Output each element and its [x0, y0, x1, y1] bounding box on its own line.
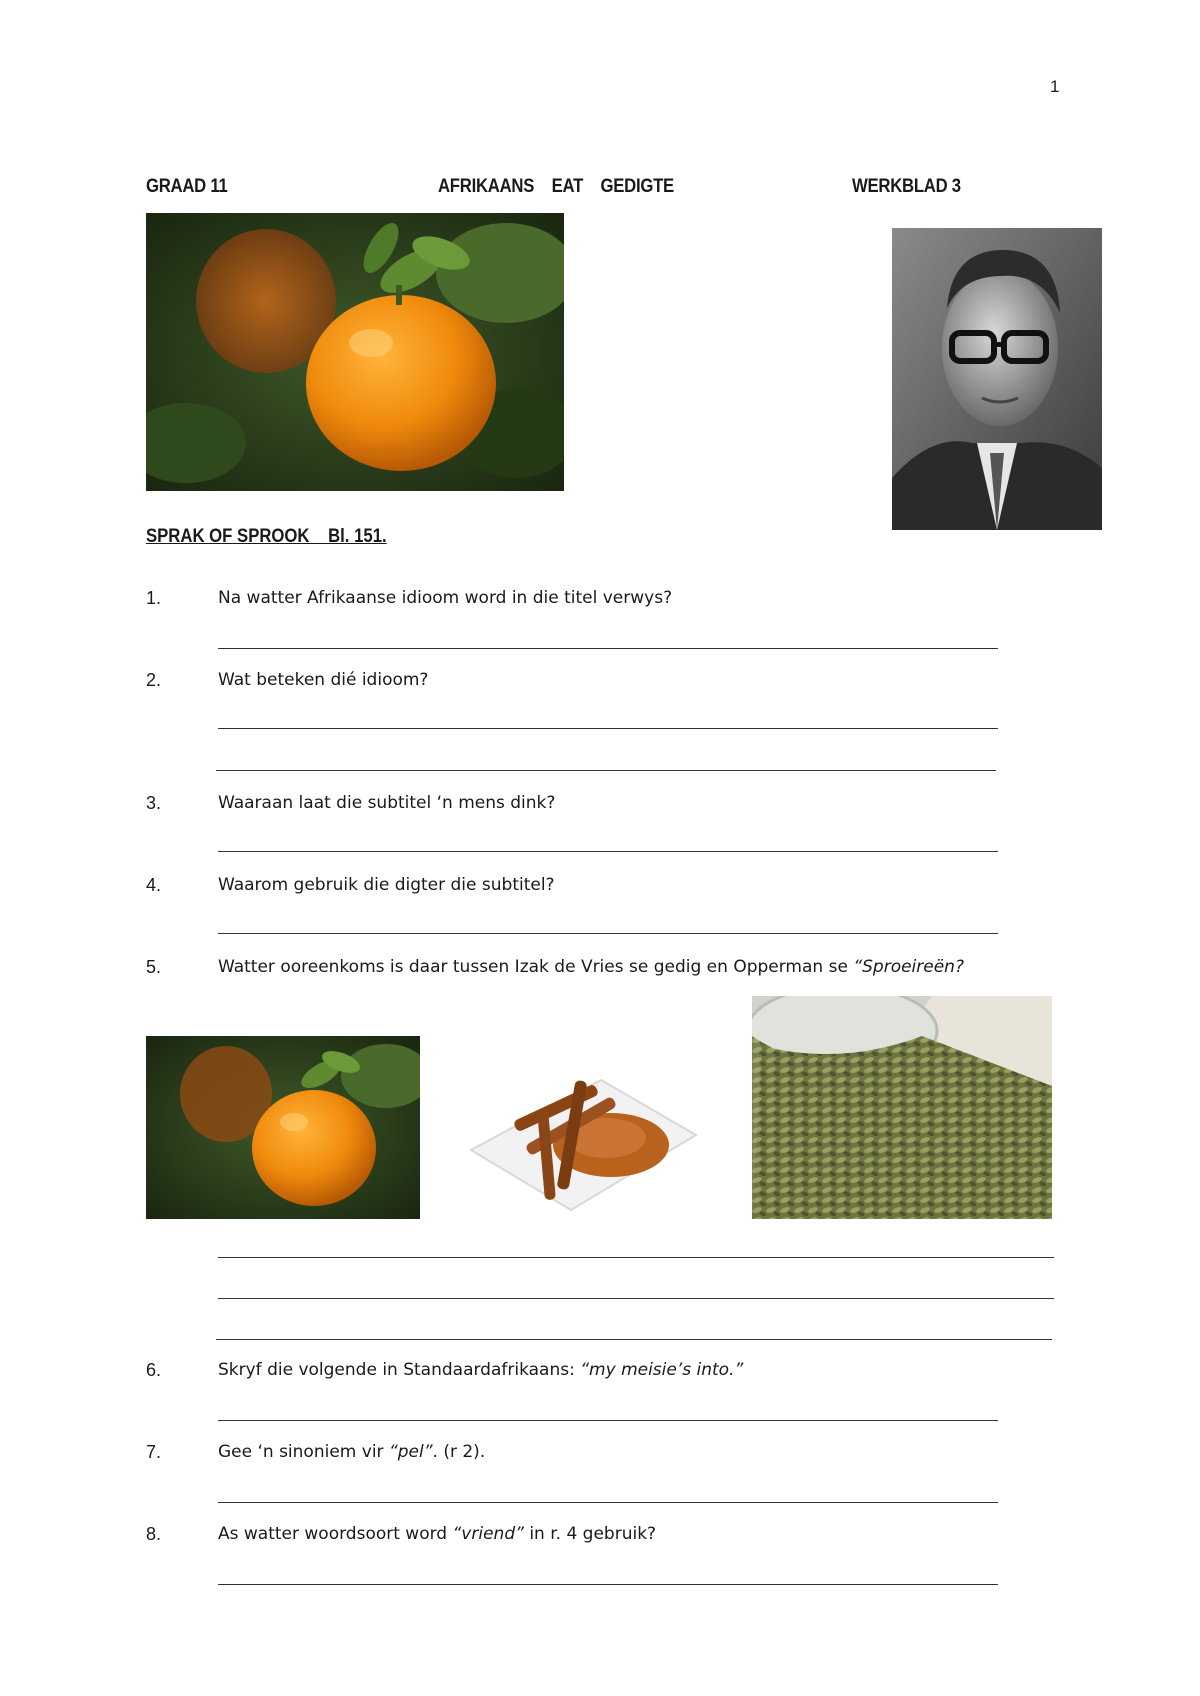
orange-photo	[146, 213, 564, 491]
question-text-plain: Skryf die volgende in Standaardafrikaans:	[218, 1360, 581, 1380]
answer-line[interactable]	[218, 1502, 998, 1503]
question-text-plain: . (r 2).	[432, 1442, 486, 1462]
question-number: 4.	[146, 875, 162, 895]
question-number: 6.	[146, 1360, 162, 1380]
header-subject: AFRIKAANS EAT GEDIGTE	[438, 176, 674, 197]
question-text	[218, 957, 964, 977]
header-worksheet: WERKBLAD 3	[852, 176, 961, 197]
seeds-jar-photo	[752, 996, 1052, 1219]
question-number: 7.	[146, 1442, 162, 1462]
question-text-plain: As watter woordsoort word	[218, 1524, 453, 1544]
question-text-plain: Gee ‘n sinoniem vir	[218, 1442, 389, 1462]
orange-photo-small	[146, 1036, 420, 1219]
question-text: Na watter Afrikaanse idioom word in die titel verwys?	[218, 588, 673, 608]
question-text-emphasis: “Sproeireën?	[853, 957, 964, 977]
page-number: 1	[1050, 77, 1060, 96]
answer-line[interactable]	[218, 1298, 1054, 1299]
answer-line[interactable]	[218, 648, 998, 649]
question-number: 3.	[146, 793, 162, 813]
question-number: 1.	[146, 588, 162, 608]
question-text: Wat beteken dié idioom?	[218, 670, 429, 690]
answer-line[interactable]	[218, 851, 998, 852]
question-text-emphasis: “pel”	[388, 1442, 433, 1462]
question-text-plain: in r. 4 gebruik?	[523, 1524, 657, 1544]
question-text: Waaraan laat die subtitel ‘n mens dink?	[218, 793, 556, 813]
answer-line[interactable]	[218, 1420, 998, 1421]
section-title: SPRAK OF SPROOK Bl. 151.	[146, 526, 387, 547]
question-text	[218, 1360, 743, 1380]
portrait-photo	[892, 228, 1102, 530]
question-text-emphasis: “my meisie’s into.”	[580, 1360, 744, 1380]
answer-line[interactable]	[218, 1584, 998, 1585]
question-text	[218, 1442, 485, 1462]
answer-line[interactable]	[218, 728, 998, 729]
header-grade: GRAAD 11	[146, 176, 228, 197]
question-number: 8.	[146, 1524, 162, 1544]
question-text-plain: Watter ooreenkoms is daar tussen Izak de Vries se gedig en Opperman se	[218, 957, 854, 977]
answer-line[interactable]	[218, 1257, 1054, 1258]
cinnamon-photo	[461, 1040, 701, 1219]
question-number: 2.	[146, 670, 162, 690]
answer-line[interactable]	[216, 1339, 1052, 1340]
answer-line[interactable]	[218, 933, 998, 934]
question-text	[218, 1524, 656, 1544]
answer-line[interactable]	[216, 770, 996, 771]
question-text-emphasis: “vriend”	[452, 1524, 524, 1544]
question-number: 5.	[146, 957, 162, 977]
question-text: Waarom gebruik die digter die subtitel?	[218, 875, 555, 895]
